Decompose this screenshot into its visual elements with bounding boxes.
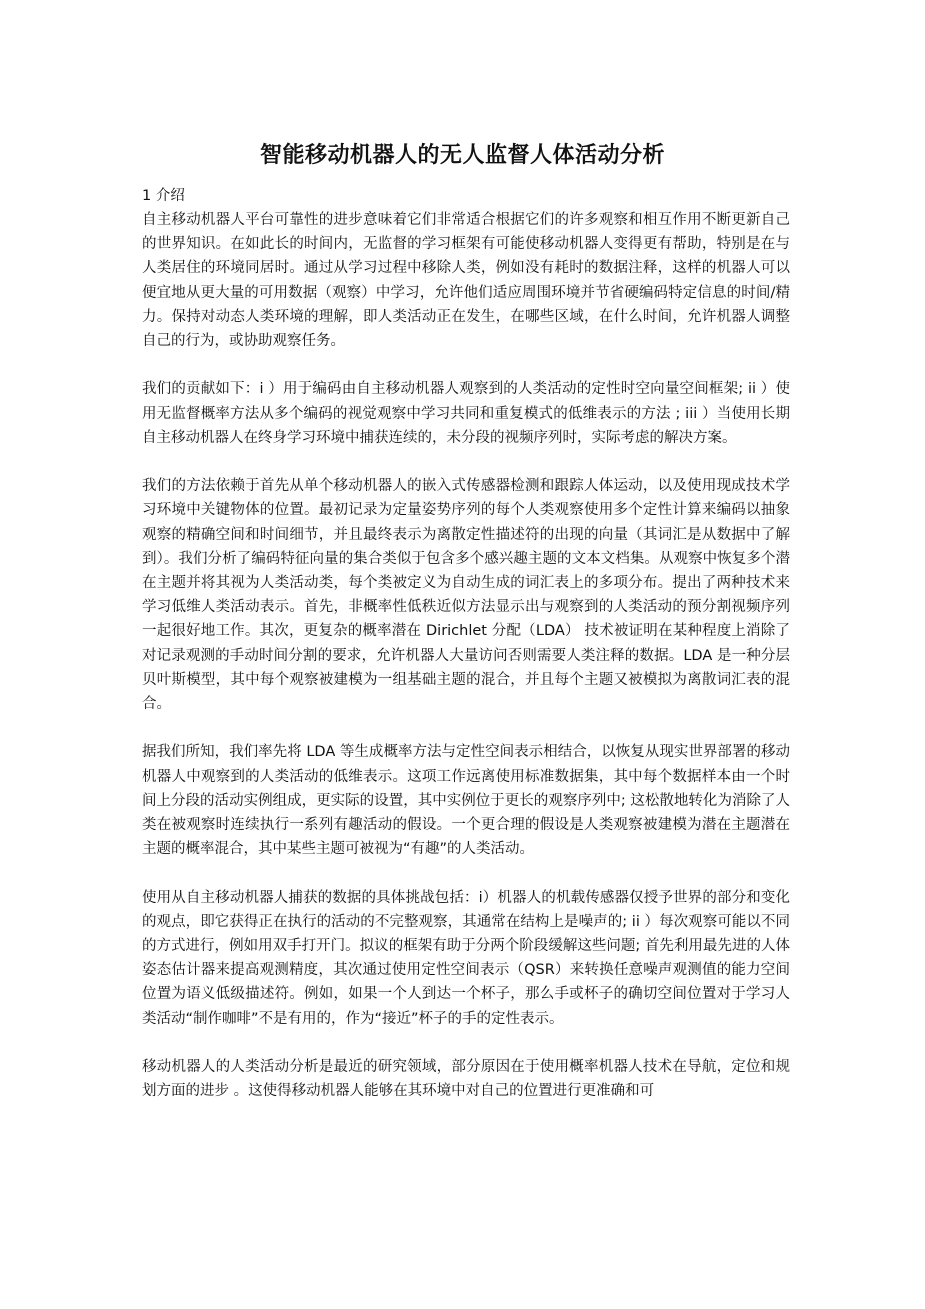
paragraph-novelty: 据我们所知，我们率先将 LDA 等生成概率方法与定性空间表示相结合，以恢复从现实世界部署的移动机器人中观察到的人类活动的低维表示。这项工作远离使用标准数据集，其中每个数据样本由一个时间上分段的活动实例组成，更实际的设置，其中实例位于更长的观察序列中; 这松散地转化为消除了人类在被观察时连续执行一系列有趣活动的假设。一个更合理的假设是人类观察被建模为潜在主题潜在主题的概率混合，其中某些主题可被视为“有趣”的人类活动。: [142, 744, 790, 858]
paragraph-intro: 自主移动机器人平台可靠性的进步意味着它们非常适合根据它们的许多观察和相互作用不断更新自己的世界知识。在如此长的时间内，无监督的学习框架有可能使移动机器人变得更有帮助，特别是在与人类居住的环境同居时。通过从学习过程中移除人类，例如没有耗时的数据注释，这样的机器人可以便宜地从更大量的可用数据（观察）中学习，允许他们适应周围环境并节省硬编码特定信息的时间/精力。保持对动态人类环境的理解，即人类活动正在发生，在哪些区域，在什么时间，允许机器人调整自己的行为，或协助观察任务。: [142, 212, 790, 350]
paragraph-contributions: 我们的贡献如下：i ）用于编码由自主移动机器人观察到的人类活动的定性时空向量空间框架; ii ）使用无监督概率方法从多个编码的视觉观察中学习共同和重复模式的低维表示的方法 ; iii ）当使用长期自主移动机器人在终身学习环境中捕获连续的，未分段的视频序列时，实际考虑的解决方案。: [142, 381, 790, 446]
paragraph-method: 我们的方法依赖于首先从单个移动机器人的嵌入式传感器检测和跟踪人体运动，以及使用现成技术学习环境中关键物体的位置。最初记录为定量姿势序列的每个人类观察使用多个定性计算来编码以抽象观察的精确空间和时间细节，并且最终表示为离散定性描述符的出现的向量（其词汇是从数据中了解到）。我们分析了编码特征向量的集合类似于包含多个感兴趣主题的文本文档集。从观察中恢复多个潜在主题并将其视为人类活动类，每个类被定义为自动生成的词汇表上的多项分布。提出了两种技术来学习低维人类活动表示。首先，非概率性低秩近似方法显示出与观察到的人类活动的预分割视频序列一起很好地工作。其次，更复杂的概率潜在 Dirichlet 分配（LDA） 技术被证明在某种程度上消除了对记录观测的手动时间分割的要求，允许机器人大量访问否则需要人类注释的数据。LDA 是一种分层贝叶斯模型，其中每个观察被建模为一组基础主题的混合，并且每个主题又被模拟为离散词汇表的混合。: [142, 478, 790, 713]
paragraph-related-work: 移动机器人的人类活动分析是最近的研究领域，部分原因在于使用概率机器人技术在导航，定位和规划方面的进步 。这使得移动机器人能够在其环境中对自己的位置进行更准确和可: [142, 1059, 790, 1100]
paragraph-challenges: 使用从自主移动机器人捕获的数据的具体挑战包括：i）机器人的机载传感器仅授予世界的部分和变化的观点，即它获得正在执行的活动的不完整观察，其通常在结构上是噪声的; ii ）每次观察可能以不同的方式进行，例如用双手打开门。拟议的框架有助于分两个阶段缓解这些问题; 首先利用最先进的人体姿态估计器来提高观测精度，其次通过使用定性空间表示（QSR）来转换任意噪声观测值的能力空间位置为语义低级描述符。例如，如果一个人到达一个杯子，那么手或杯子的确切空间位置对于学习人类活动“制作咖啡”不是有用的，作为“接近”杯子的手的定性表示。: [142, 889, 790, 1027]
document-body: [142, 184, 790, 1128]
section-heading: 1 介绍: [142, 188, 185, 204]
document-title: 智能移动机器人的无人监督人体活动分析: [259, 143, 665, 168]
